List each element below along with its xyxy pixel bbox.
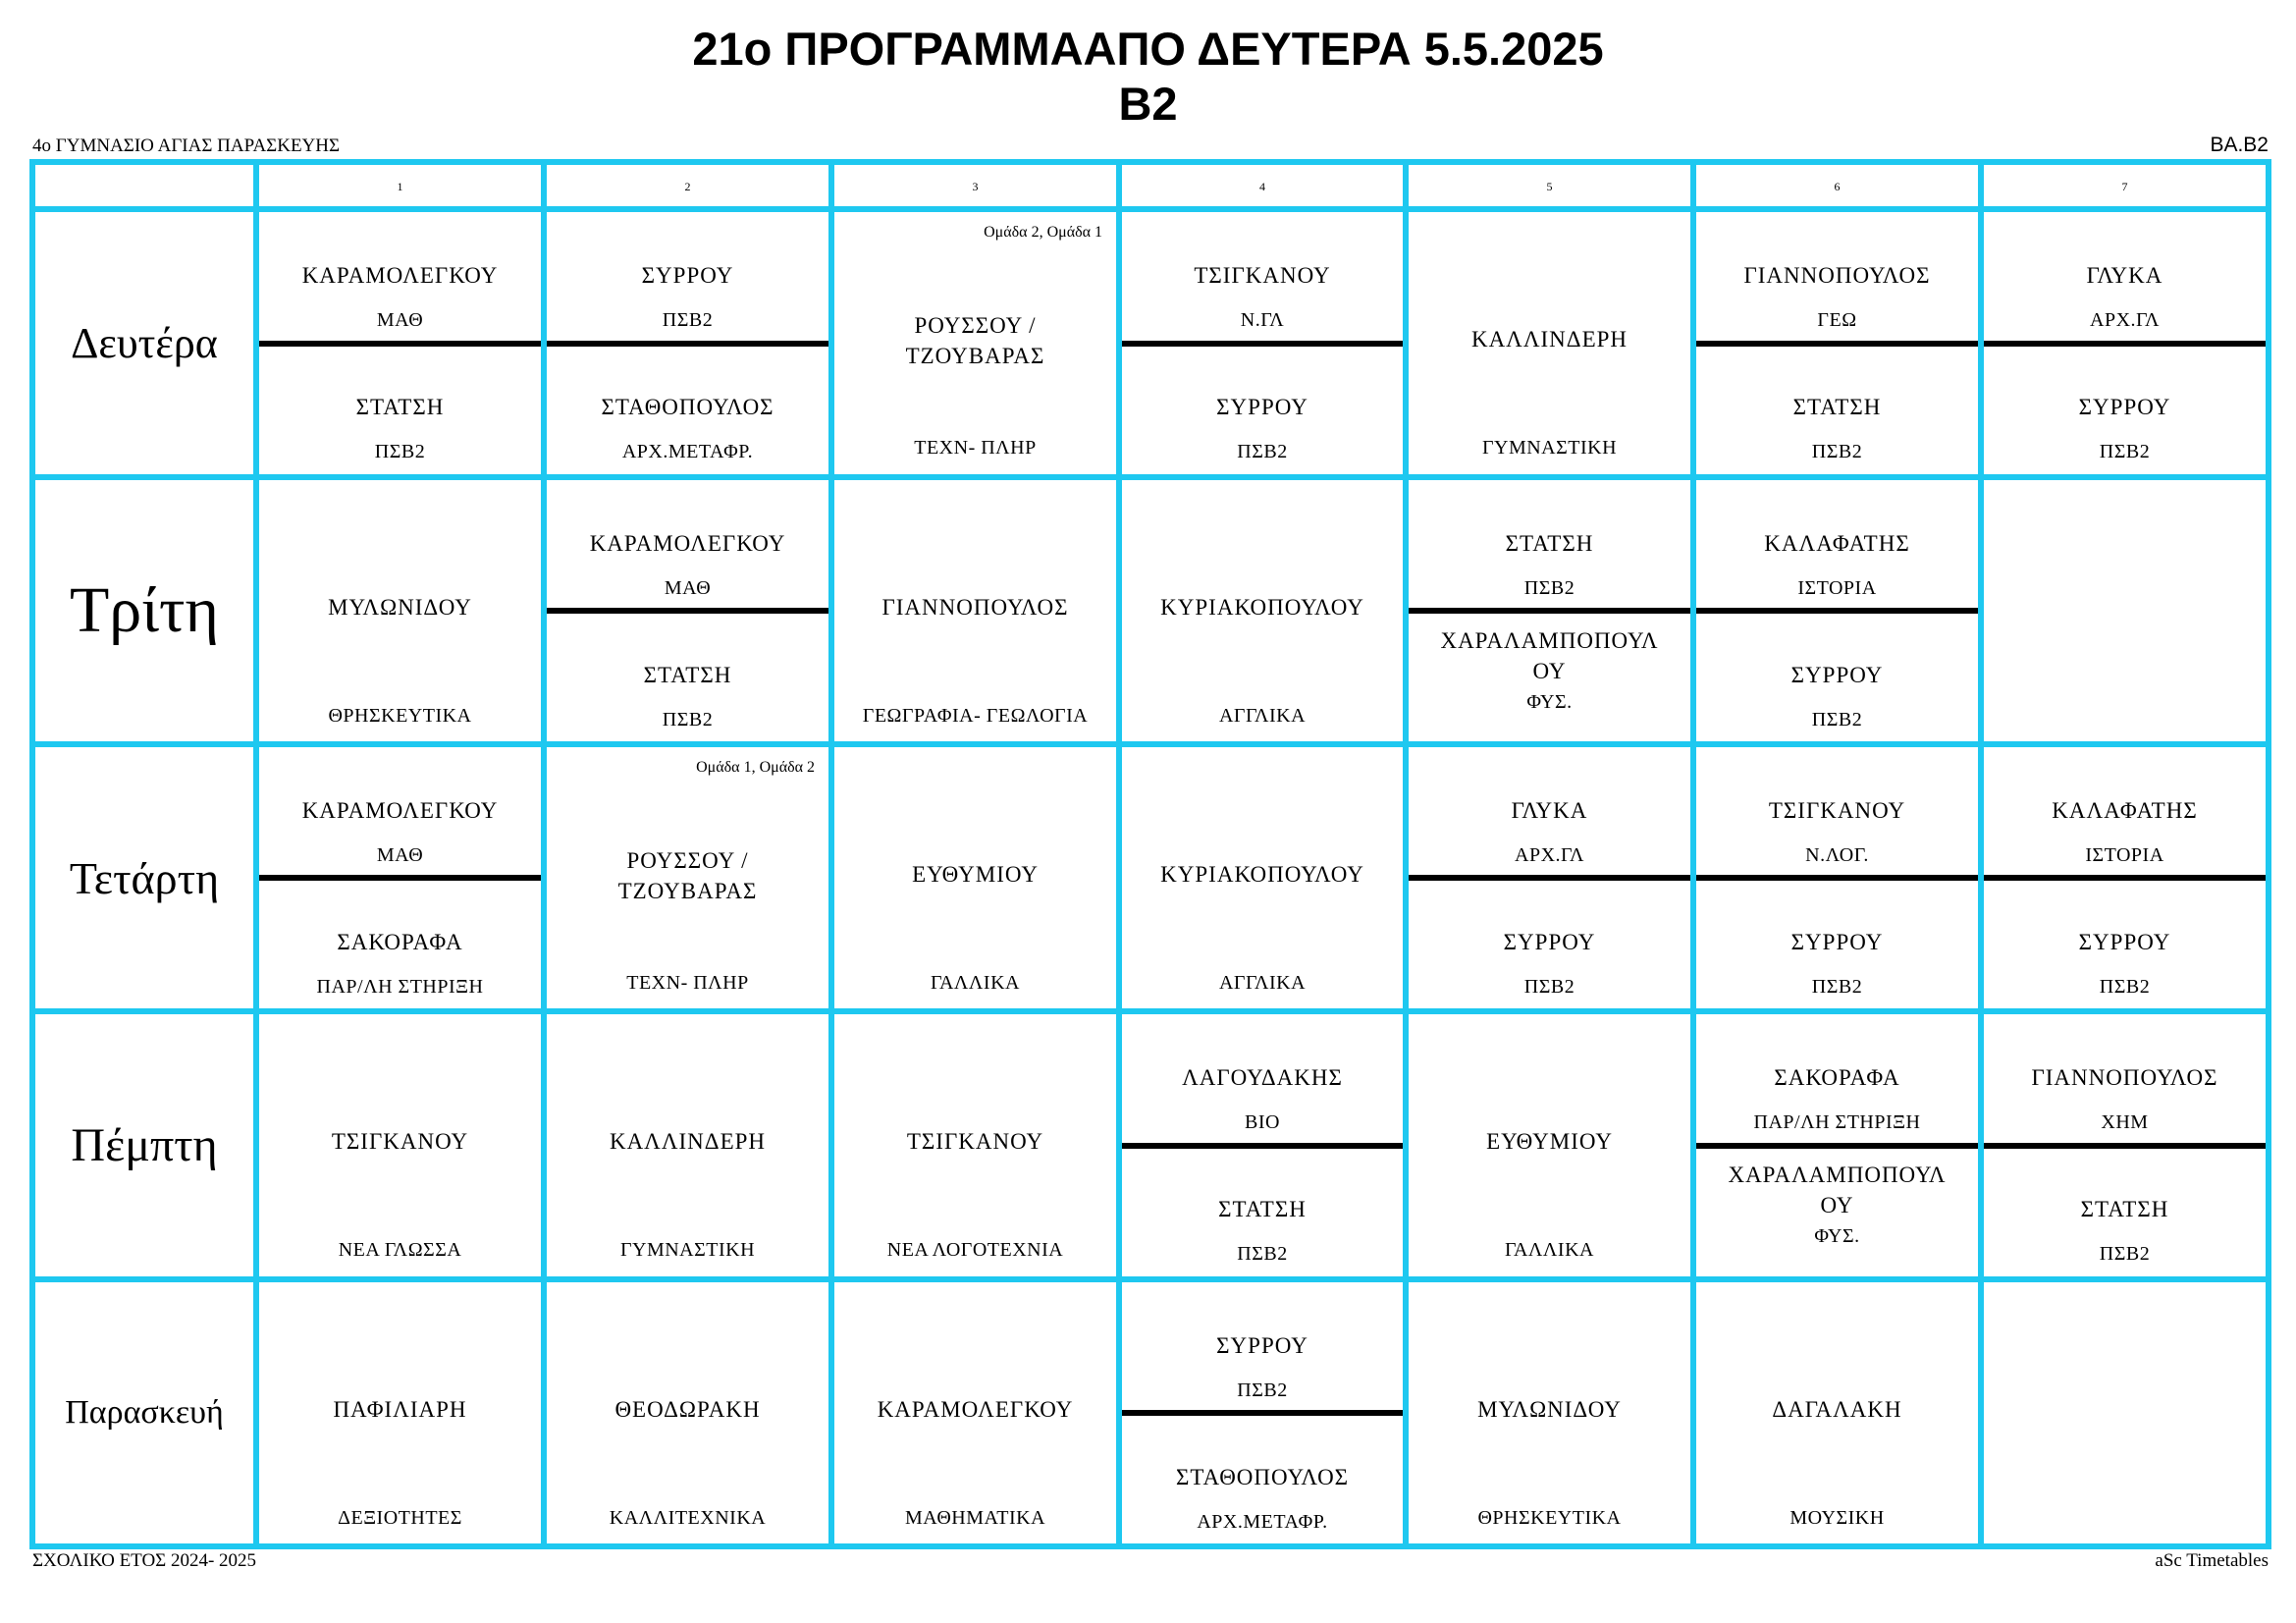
group-note: Ομάδα 1, Ομάδα 2 <box>696 759 815 776</box>
day-label-2: Τετάρτη <box>69 852 220 903</box>
subject-code: ΙΣΤΟΡΙΑ <box>2085 844 2164 866</box>
lesson-cell[interactable] <box>834 212 1116 474</box>
subject-code: ΜΑΘ <box>376 844 424 866</box>
subject-name: ΓΑΛΛΙΚΑ <box>931 972 1020 994</box>
day-label-0: Δευτέρα <box>71 319 218 367</box>
teacher-name: ΠΑΦΙΛΙΑΡΗ <box>333 1397 467 1422</box>
teacher-name: ΚΥΡΙΑΚΟΠΟΥΛΟΥ <box>1160 595 1364 620</box>
lesson-cell[interactable] <box>1984 1014 2266 1276</box>
teacher-name: ΣΤΑΤΣΗ <box>355 395 445 419</box>
subject-code: ΠΣΒ2 <box>662 709 714 730</box>
teacher-name: ΕΥΘΥΜΙΟΥ <box>1486 1129 1613 1154</box>
teacher-name: ΤΣΙΓΚΑΝΟΥ <box>1768 798 1906 823</box>
lesson-cell[interactable] <box>1696 480 1978 741</box>
day-label-4: Παρασκευή <box>65 1394 224 1431</box>
subject-name: ΘΡΗΣΚΕΥΤΙΚΑ <box>1477 1507 1622 1529</box>
period-header-6: 6 <box>1834 180 1841 193</box>
lesson-cell[interactable] <box>1984 212 2266 474</box>
split-divider <box>1409 875 1690 881</box>
teacher-name: ΣΥΡΡΟΥ <box>1216 395 1308 419</box>
period-header-4: 4 <box>1259 180 1265 193</box>
subject-code: ΠΣΒ2 <box>1237 1243 1288 1265</box>
subject-code: ΠΣΒ2 <box>1523 577 1575 599</box>
teacher-name: ΓΛΥΚΑ <box>1511 798 1588 823</box>
lesson-cell[interactable] <box>1122 747 1403 1008</box>
lesson-cell[interactable] <box>259 1014 541 1276</box>
lesson-cell[interactable] <box>1409 1282 1690 1543</box>
teacher-name: ΣΥΡΡΟΥ <box>641 263 734 288</box>
subject-code: ΠΣΒ2 <box>2099 976 2151 998</box>
split-divider <box>1122 1143 1403 1149</box>
subject-code: ΠΣΒ2 <box>1811 709 1863 730</box>
subject-code: ΑΡΧ.ΜΕΤΑΦΡ. <box>1197 1511 1328 1533</box>
split-divider <box>1696 608 1978 614</box>
day-label-1: Τρίτη <box>69 574 220 646</box>
lesson-cell[interactable] <box>547 747 828 1008</box>
teacher-name: ΣΤΑΤΣΗ <box>1218 1197 1307 1221</box>
period-header-3: 3 <box>972 180 979 193</box>
subject-name: ΔΕΞΙΟΤΗΤΕΣ <box>338 1507 462 1529</box>
subject-name: ΜΟΥΣΙΚΗ <box>1789 1507 1885 1529</box>
lesson-cell[interactable] <box>1409 212 1690 474</box>
title-line-1: 21ο ΠΡΟΓΡΑΜΜΑΑΠΟ ΔΕΥΤΕΡΑ 5.5.2025 <box>692 23 1604 75</box>
class-code: ΒΑ.Β2 <box>2210 134 2269 156</box>
subject-code: ΒΙΟ <box>1245 1111 1280 1133</box>
subject-code: ΜΑΘ <box>376 309 424 331</box>
subject-name: ΓΥΜΝΑΣΤΙΚΗ <box>1481 437 1618 459</box>
lesson-cell[interactable] <box>259 1282 541 1543</box>
period-header-1: 1 <box>397 180 403 193</box>
subject-code: ΠΣΒ2 <box>1237 441 1288 462</box>
subject-code: ΑΡΧ.ΓΛ <box>2090 309 2160 331</box>
subject-code: ΙΣΤΟΡΙΑ <box>1797 577 1877 599</box>
grid-hline <box>29 159 2271 165</box>
lesson-cell[interactable] <box>1696 212 1978 474</box>
subject-name: ΝΕΑ ΛΟΓΟΤΕΧΝΙΑ <box>886 1239 1064 1261</box>
period-header-2: 2 <box>684 180 691 193</box>
group-note: Ομάδα 2, Ομάδα 1 <box>984 224 1102 241</box>
subject-code: ΦΥΣ. <box>1526 691 1573 713</box>
split-divider <box>1122 341 1403 347</box>
day-label-3: Πέμπτη <box>71 1119 218 1171</box>
lesson-cell[interactable] <box>834 747 1116 1008</box>
subject-code: Ν.ΛΟΓ. <box>1805 844 1869 866</box>
teacher-name: ΤΣΙΓΚΑΝΟΥ <box>331 1129 469 1154</box>
lesson-cell[interactable] <box>547 480 828 741</box>
split-divider <box>1696 341 1978 347</box>
lesson-cell[interactable] <box>259 480 541 741</box>
teacher-name: ΧΑΡΑΛΑΜΠΟΠΟΥΛ ΟΥ <box>1728 1163 1947 1217</box>
split-divider <box>1696 1143 1978 1149</box>
subject-name: ΝΕΑ ΓΛΩΣΣΑ <box>338 1239 462 1261</box>
subject-name: ΚΑΛΛΙΤΕΧΝΙΚΑ <box>609 1507 767 1529</box>
teacher-name: ΡΟΥΣΣΟΥ / ΤΖΟΥΒΑΡΑΣ <box>905 313 1045 368</box>
teacher-name: ΣΤΑΤΣΗ <box>1792 395 1882 419</box>
teacher-name: ΣΥΡΡΟΥ <box>1216 1333 1308 1358</box>
subject-code: ΠΣΒ2 <box>1811 976 1863 998</box>
teacher-name: ΣΥΡΡΟΥ <box>2078 395 2171 419</box>
teacher-name: ΚΑΡΑΜΟΛΕΓΚΟΥ <box>589 531 786 556</box>
teacher-name: ΣΥΡΡΟΥ <box>1790 663 1884 687</box>
subject-code: ΠΣΒ2 <box>1811 441 1863 462</box>
teacher-name: ΓΙΑΝΝΟΠΟΥΛΟΣ <box>2031 1065 2218 1090</box>
split-divider <box>1409 608 1690 614</box>
teacher-name: ΚΑΛΛΙΝΔΕΡΗ <box>609 1129 767 1154</box>
teacher-name: ΣΑΚΟΡΑΦΑ <box>1774 1065 1900 1090</box>
footer-software: aSc Timetables <box>2155 1550 2269 1571</box>
lesson-cell[interactable] <box>834 1014 1116 1276</box>
lesson-cell[interactable] <box>1696 1282 1978 1543</box>
teacher-name: ΔΑΓΑΛΑΚΗ <box>1772 1397 1902 1422</box>
split-divider <box>1984 1143 2266 1149</box>
teacher-name: ΕΥΘΥΜΙΟΥ <box>912 862 1039 887</box>
split-divider <box>1122 1410 1403 1416</box>
school-name: 4ο ΓΥΜΝΑΣΙΟ ΑΓΙΑΣ ΠΑΡΑΣΚΕΥΗΣ <box>32 135 341 156</box>
lesson-cell[interactable] <box>1122 212 1403 474</box>
lesson-cell[interactable] <box>1409 1014 1690 1276</box>
lesson-cell[interactable] <box>547 1282 828 1543</box>
period-header-7: 7 <box>2121 180 2128 193</box>
subject-code: ΠΑΡ/ΛΗ ΣΤΗΡΙΞΗ <box>316 976 484 998</box>
teacher-name: ΣΤΑΤΣΗ <box>643 663 732 687</box>
page-title <box>0 22 2296 132</box>
teacher-name: ΚΥΡΙΑΚΟΠΟΥΛΟΥ <box>1160 862 1364 887</box>
teacher-name: ΣΥΡΡΟΥ <box>1790 930 1884 954</box>
split-divider <box>259 875 541 881</box>
lesson-cell[interactable] <box>1409 747 1690 1008</box>
teacher-name: ΣΥΡΡΟΥ <box>1503 930 1596 954</box>
teacher-name: ΚΑΡΑΜΟΛΕΓΚΟΥ <box>301 798 499 823</box>
subject-code: ΠΑΡ/ΛΗ ΣΤΗΡΙΞΗ <box>1753 1111 1921 1133</box>
lesson-cell[interactable] <box>547 1014 828 1276</box>
subject-code: ΓΕΩ <box>1817 309 1857 331</box>
teacher-name: ΚΑΛΛΙΝΔΕΡΗ <box>1470 327 1629 352</box>
lesson-cell[interactable] <box>1696 747 1978 1008</box>
subject-code: ΠΣΒ2 <box>1237 1380 1288 1401</box>
split-divider <box>259 341 541 347</box>
subject-code: ΠΣΒ2 <box>2099 1243 2151 1265</box>
teacher-name: ΜΥΛΩΝΙΔΟΥ <box>328 595 472 620</box>
split-divider <box>1984 875 2266 881</box>
split-divider <box>1696 875 1978 881</box>
title-line-2: B2 <box>1118 78 1178 130</box>
teacher-name: ΣΤΑΤΣΗ <box>1505 531 1594 556</box>
subject-name: ΤΕΧΝ- ΠΛΗΡ <box>914 437 1037 459</box>
grid-vline <box>2266 159 2271 1549</box>
subject-code: ΠΣΒ2 <box>1523 976 1575 998</box>
subject-name: ΑΓΓΛΙΚΑ <box>1218 972 1307 994</box>
teacher-name: ΣΤΑΘΟΠΟΥΛΟΣ <box>601 395 774 419</box>
lesson-cell[interactable] <box>1122 480 1403 741</box>
lesson-cell[interactable] <box>834 1282 1116 1543</box>
teacher-name: ΧΑΡΑΛΑΜΠΟΠΟΥΛ ΟΥ <box>1440 628 1659 683</box>
teacher-name: ΤΣΙΓΚΑΝΟΥ <box>906 1129 1044 1154</box>
subject-code: ΑΡΧ.ΓΛ <box>1515 844 1584 866</box>
teacher-name: ΚΑΡΑΜΟΛΕΓΚΟΥ <box>301 263 499 288</box>
subject-code: ΠΣΒ2 <box>662 309 714 331</box>
teacher-name: ΚΑΛΑΦΑΤΗΣ <box>1764 531 1910 556</box>
subject-code: ΦΥΣ. <box>1814 1225 1860 1247</box>
subject-code: Ν.ΓΛ <box>1240 309 1285 331</box>
split-divider <box>1984 341 2266 347</box>
teacher-name: ΣΤΑΤΣΗ <box>2080 1197 2169 1221</box>
footer-school-year: ΣΧΟΛΙΚΟ ΕΤΟΣ 2024- 2025 <box>32 1550 257 1571</box>
subject-code: ΧΗΜ <box>2101 1111 2149 1133</box>
subject-name: ΓΕΩΓΡΑΦΙΑ- ΓΕΩΛΟΓΙΑ <box>862 705 1089 727</box>
subject-name: ΤΕΧΝ- ΠΛΗΡ <box>626 972 749 994</box>
lesson-cell[interactable] <box>1122 1282 1403 1543</box>
period-header-5: 5 <box>1546 180 1553 193</box>
teacher-name: ΘΕΟΔΩΡΑΚΗ <box>614 1397 761 1422</box>
teacher-name: ΣΥΡΡΟΥ <box>2078 930 2171 954</box>
empty-cell[interactable] <box>1984 1282 2266 1543</box>
teacher-name: ΤΣΙΓΚΑΝΟΥ <box>1194 263 1331 288</box>
teacher-name: ΚΑΛΑΦΑΤΗΣ <box>2052 798 2198 823</box>
lesson-cell[interactable] <box>259 747 541 1008</box>
teacher-name: ΓΙΑΝΝΟΠΟΥΛΟΣ <box>881 595 1069 620</box>
subject-code: ΠΣΒ2 <box>374 441 426 462</box>
subject-code: ΑΡΧ.ΜΕΤΑΦΡ. <box>621 441 754 462</box>
teacher-name: ΚΑΡΑΜΟΛΕΓΚΟΥ <box>877 1397 1074 1422</box>
lesson-cell[interactable] <box>1984 747 2266 1008</box>
teacher-name: ΓΛΥΚΑ <box>2086 263 2163 288</box>
split-divider <box>547 608 828 614</box>
lesson-cell[interactable] <box>259 212 541 474</box>
subject-name: ΘΡΗΣΚΕΥΤΙΚΑ <box>328 705 472 727</box>
teacher-name: ΜΥΛΩΝΙΔΟΥ <box>1477 1397 1622 1422</box>
teacher-name: ΣΑΚΟΡΑΦΑ <box>337 930 463 954</box>
lesson-cell[interactable] <box>547 212 828 474</box>
grid-hline <box>29 1543 2271 1549</box>
subject-name: ΓΥΜΝΑΣΤΙΚΗ <box>619 1239 756 1261</box>
subject-name: ΜΑΘΗΜΑΤΙΚΑ <box>904 1507 1046 1529</box>
subject-name: ΑΓΓΛΙΚΑ <box>1218 705 1307 727</box>
lesson-cell[interactable] <box>1409 480 1690 741</box>
subject-code: ΠΣΒ2 <box>2099 441 2151 462</box>
lesson-cell[interactable] <box>834 480 1116 741</box>
empty-cell[interactable] <box>1984 480 2266 741</box>
teacher-name: ΓΙΑΝΝΟΠΟΥΛΟΣ <box>1743 263 1931 288</box>
subject-name: ΓΑΛΛΙΚΑ <box>1505 1239 1594 1261</box>
lesson-cell[interactable] <box>1696 1014 1978 1276</box>
teacher-name: ΡΟΥΣΣΟΥ / ΤΖΟΥΒΑΡΑΣ <box>617 848 758 903</box>
teacher-name: ΛΑΓΟΥΔΑΚΗΣ <box>1182 1065 1343 1090</box>
subject-code: ΜΑΘ <box>664 577 712 599</box>
teacher-name: ΣΤΑΘΟΠΟΥΛΟΣ <box>1175 1465 1350 1489</box>
lesson-cell[interactable] <box>1122 1014 1403 1276</box>
split-divider <box>547 341 828 347</box>
